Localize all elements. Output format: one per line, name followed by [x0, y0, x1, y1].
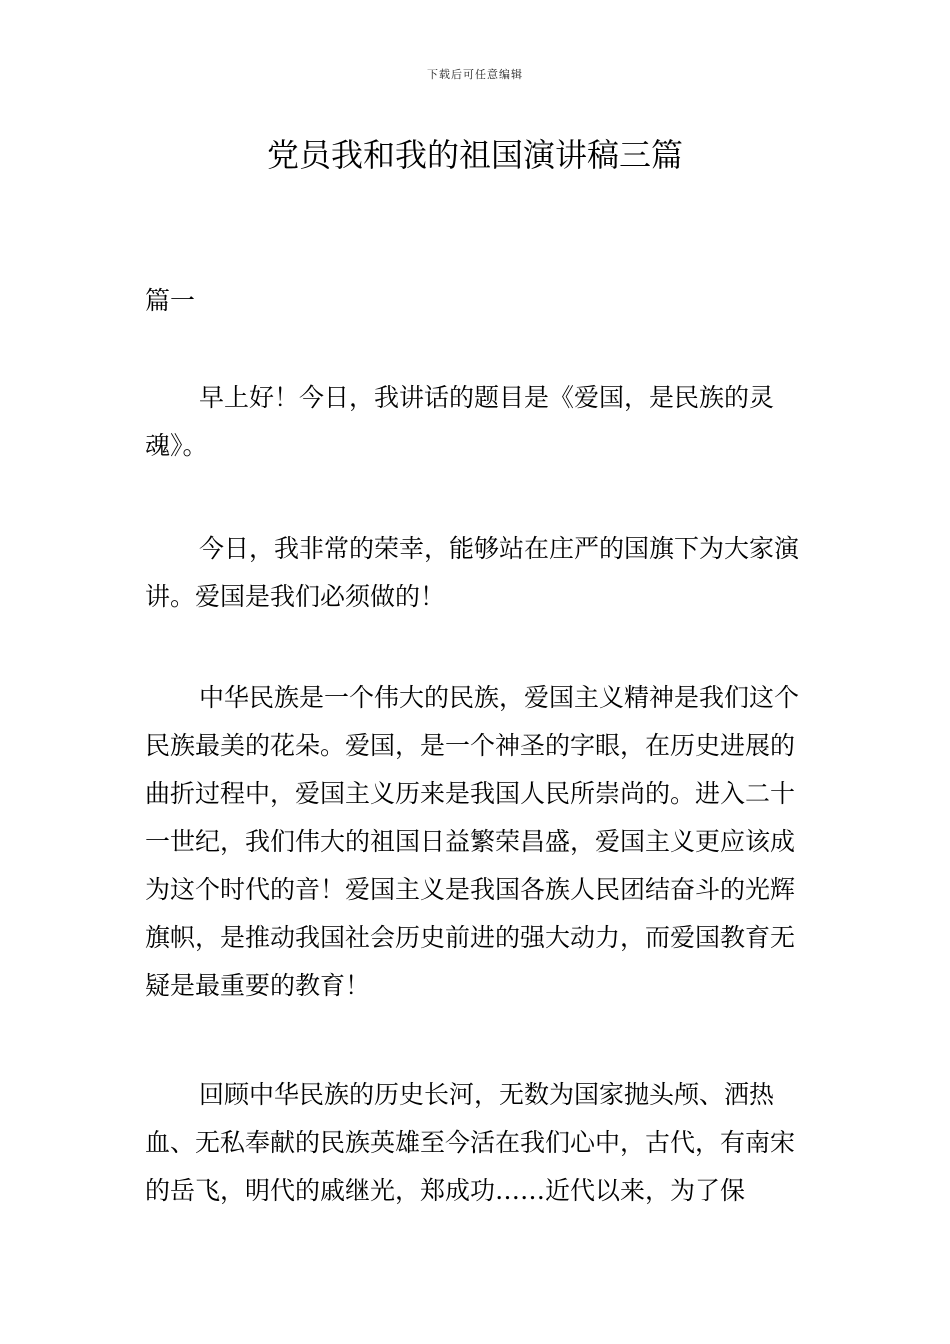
section-label: 篇一 — [145, 286, 196, 315]
document-title: 党员我和我的祖国演讲稿三篇 — [266, 136, 683, 174]
paragraph-3: 中华民族是一个伟大的民族，爱国主义精神是我们这个民族最美的花朵。爱国，是一个神圣的字眼，在历史进展的曲折过程中，爱国主义历来是我国人民所崇尚的。进入二十一世纪，我们伟大的祖国日益繁荣昌盛，爱国主义更应该成为这个时代的音！爱国主义是我国各族人民团结奋斗的光辉旗帜，是推动我国社会历史前进的强大动力，而爱国教育无疑是最重要的教育！ — [145, 683, 800, 1000]
paragraph-4: 回顾中华民族的历史长河，无数为国家抛头颅、洒热血、无私奉献的民族英雄至今活在我们心中，古代，有南宋的岳飞，明代的戚继光，郑成功……近代以来，为了保 — [145, 1080, 796, 1205]
header-note: 下载后可任意编辑 — [427, 68, 523, 81]
paragraph-2: 今日，我非常的荣幸，能够站在庄严的国旗下为大家演讲。爱国是我们必须做的！ — [145, 534, 800, 611]
paragraph-1: 早上好！今日，我讲话的题目是《爱国，是民族的灵魂》。 — [145, 383, 775, 460]
